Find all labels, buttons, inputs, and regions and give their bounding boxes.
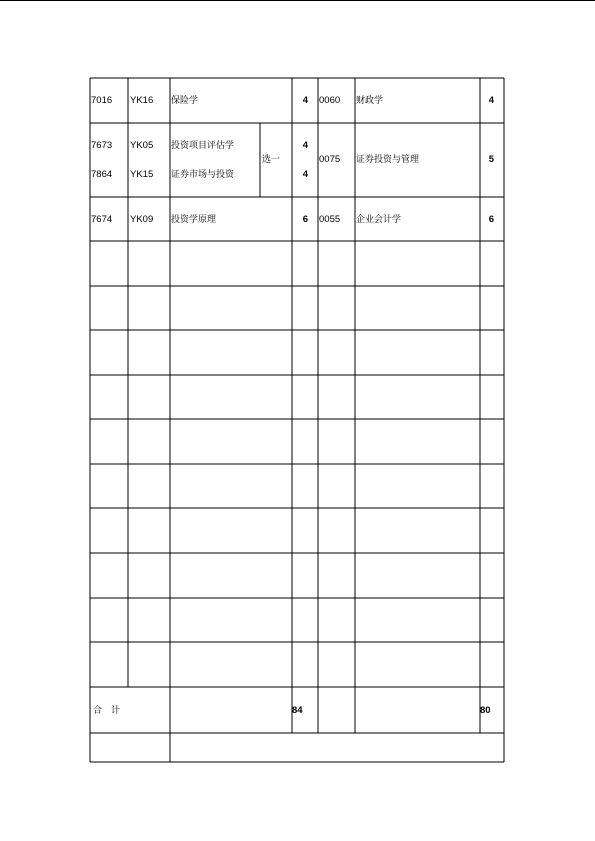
row2-match-code: 0075 (319, 154, 341, 165)
row1-match-course: 财政学 (356, 96, 384, 106)
row2-choice-note: 选一 (262, 155, 281, 165)
row2-option2-code1: 7864 (91, 169, 113, 180)
row1-code1: 7016 (91, 95, 113, 106)
row2-option1-course: 投资项目评估学 (171, 141, 235, 151)
row2-option1-code1: 7673 (91, 140, 113, 151)
row1-match-credit: 4 (488, 95, 494, 106)
row1-match-code: 0060 (319, 95, 341, 106)
row1-code2: YK16 (130, 95, 154, 106)
row2-option1-code2: YK05 (130, 140, 154, 151)
row3-credit: 6 (302, 214, 308, 225)
row1-credit: 4 (302, 95, 308, 106)
row2-option2-course: 证券市场与投资 (171, 170, 235, 180)
row3-code2: YK09 (130, 214, 154, 225)
total-credit: 84 (292, 705, 303, 716)
row3-course: 投资学原理 (171, 215, 217, 225)
row3-match-code: 0055 (319, 214, 341, 225)
row3-match-credit: 6 (488, 214, 494, 225)
row2-option1-credit: 4 (302, 140, 308, 151)
row2-match-course: 证券投资与管理 (356, 155, 420, 165)
total-label: 合 计 (93, 706, 121, 716)
row1-course: 保险学 (171, 96, 199, 106)
row3-match-course: 企业会计学 (356, 215, 402, 225)
total-match-credit: 80 (480, 705, 491, 716)
row3-code1: 7674 (91, 214, 113, 225)
row2-option2-code2: YK15 (130, 169, 154, 180)
row2-option2-credit: 4 (302, 169, 308, 180)
row2-match-credit: 5 (488, 154, 494, 165)
